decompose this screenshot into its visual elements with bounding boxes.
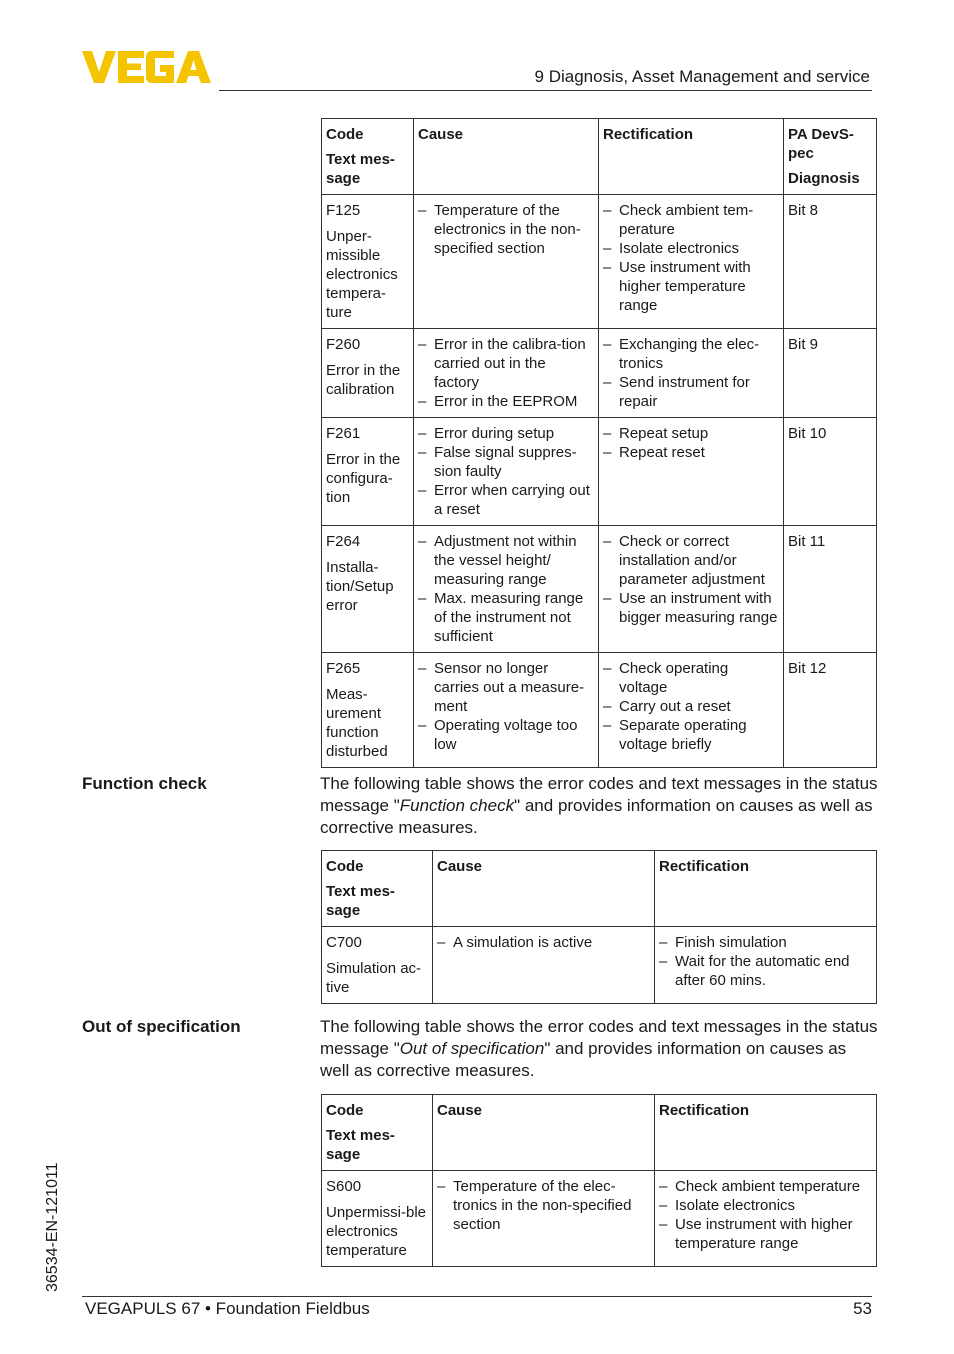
table-header-row bbox=[322, 119, 877, 195]
cause-cell bbox=[414, 418, 599, 526]
header-code: Code bbox=[326, 858, 364, 875]
table-row bbox=[322, 653, 877, 768]
rectification-cell bbox=[599, 526, 784, 653]
rectification-cell bbox=[599, 195, 784, 329]
diagnosis-cell: Bit 10 bbox=[784, 418, 877, 526]
cause-item: – Error in the calibra-tion carried out in the factory bbox=[418, 335, 594, 392]
code-cell bbox=[322, 1171, 433, 1267]
out-of-spec-intro-before: The following table shows the error codes and text messages in the status message " bbox=[320, 1017, 878, 1058]
cause-item: – Error when carrying out a reset bbox=[418, 481, 594, 519]
table-header-row bbox=[322, 1095, 877, 1171]
table-row bbox=[322, 1171, 877, 1267]
function-check-table bbox=[321, 850, 877, 1004]
header-text-message: Text mes-sage bbox=[326, 1127, 395, 1163]
text-message: Meas-urement function disturbed bbox=[326, 686, 388, 760]
rectification-item: – Repeat reset bbox=[603, 443, 779, 462]
diagnosis-cell: Bit 8 bbox=[784, 195, 877, 329]
header-rectification: Rectification bbox=[599, 119, 784, 195]
error-code: S600 bbox=[326, 1178, 362, 1195]
header-text-message: Text mes-sage bbox=[326, 883, 395, 919]
rectification-item: – Wait for the automatic end after 60 mins. bbox=[659, 952, 872, 990]
table-row bbox=[322, 195, 877, 329]
failure-table bbox=[321, 118, 877, 768]
table-row bbox=[322, 329, 877, 418]
table-row bbox=[322, 418, 877, 526]
error-code: F260 bbox=[326, 336, 361, 353]
error-code: C700 bbox=[326, 934, 362, 951]
rectification-item: – Check ambient tem-perature bbox=[603, 201, 779, 239]
function-check-label: Function check bbox=[82, 774, 207, 793]
text-message: Simulation ac-tive bbox=[326, 960, 422, 996]
rectification-cell bbox=[599, 329, 784, 418]
error-code: F264 bbox=[326, 533, 361, 550]
diagnosis-cell: Bit 9 bbox=[784, 329, 877, 418]
cause-item: – Error in the EEPROM bbox=[418, 392, 594, 411]
header-code: Code bbox=[326, 126, 364, 143]
rectification-cell bbox=[655, 927, 877, 1004]
code-cell bbox=[322, 329, 414, 418]
text-message: Error in the calibration bbox=[326, 362, 401, 398]
code-cell bbox=[322, 526, 414, 653]
rectification-cell bbox=[599, 653, 784, 768]
error-code: F261 bbox=[326, 425, 361, 442]
out-of-spec-intro-after: " and provides information on causes as well as corrective measures. bbox=[320, 1039, 847, 1080]
function-check-intro-em: Function check bbox=[399, 796, 515, 815]
rectification-item: – Isolate electronics bbox=[603, 239, 779, 258]
rectification-item: – Use an instrument with bigger measuring range bbox=[603, 589, 779, 627]
header-text-message: Text mes-sage bbox=[326, 151, 395, 187]
header-cause: Cause bbox=[414, 119, 599, 195]
cause-item: – Max. measuring range of the instrument not sufficient bbox=[418, 589, 594, 646]
table-row bbox=[322, 927, 877, 1004]
cause-cell bbox=[414, 526, 599, 653]
rectification-item: – Finish simulation bbox=[659, 933, 872, 952]
table-header-row bbox=[322, 851, 877, 927]
function-check-intro bbox=[320, 773, 880, 839]
text-message: Installa-tion/Setup error bbox=[326, 559, 394, 614]
rectification-item: – Separate operating voltage briefly bbox=[603, 716, 779, 754]
cause-item: – Adjustment not within the vessel height/ measuring range bbox=[418, 532, 594, 589]
rectification-item: – Send instrument for repair bbox=[603, 373, 779, 411]
cause-item: – Temperature of the electronics in the non-specified section bbox=[418, 201, 594, 258]
header-cause: Cause bbox=[433, 851, 655, 927]
section-title: 9 Diagnosis, Asset Management and service bbox=[534, 67, 870, 86]
rectification-item: – Check operating voltage bbox=[603, 659, 779, 697]
vega-logo-mark bbox=[82, 50, 212, 84]
cause-item: – Error during setup bbox=[418, 424, 594, 443]
vega-logo bbox=[82, 50, 212, 84]
rectification-cell bbox=[655, 1171, 877, 1267]
page-number: 53 bbox=[853, 1299, 872, 1318]
footer-product: VEGAPULS 67 • Foundation Fieldbus bbox=[85, 1299, 370, 1318]
cause-cell bbox=[414, 195, 599, 329]
rectification-item: – Repeat setup bbox=[603, 424, 779, 443]
table-row bbox=[322, 526, 877, 653]
rectification-cell bbox=[599, 418, 784, 526]
header-rectification: Rectification bbox=[655, 1095, 877, 1171]
code-cell bbox=[322, 418, 414, 526]
out-of-spec-label: Out of specification bbox=[82, 1017, 241, 1036]
rectification-item: – Use instrument with higher temperature range bbox=[659, 1215, 872, 1253]
text-message: Unper-missible electronics tempera-ture bbox=[326, 228, 398, 321]
out-of-spec-intro-em: Out of specification bbox=[399, 1039, 545, 1058]
error-code: F125 bbox=[326, 202, 361, 219]
header-rectification: Rectification bbox=[655, 851, 877, 927]
diagnosis-cell: Bit 11 bbox=[784, 526, 877, 653]
header-code-cell bbox=[322, 851, 433, 927]
cause-cell bbox=[433, 927, 655, 1004]
header-code: Code bbox=[326, 1102, 364, 1119]
text-message: Error in the configura-tion bbox=[326, 451, 401, 506]
rectification-item: – Exchanging the elec-tronics bbox=[603, 335, 779, 373]
function-check-intro-before: The following table shows the error codes and text messages in the status message " bbox=[320, 774, 878, 815]
cause-cell bbox=[414, 329, 599, 418]
rectification-item: – Check ambient temperature bbox=[659, 1177, 872, 1196]
header-code-cell bbox=[322, 119, 414, 195]
text-message: Unpermissi-ble electronics temperature bbox=[326, 1204, 427, 1259]
footer-rule bbox=[82, 1296, 872, 1297]
cause-item: – Operating voltage too low bbox=[418, 716, 594, 754]
out-of-spec-table bbox=[321, 1094, 877, 1267]
cause-cell bbox=[414, 653, 599, 768]
header-cause: Cause bbox=[433, 1095, 655, 1171]
diagnosis-cell: Bit 12 bbox=[784, 653, 877, 768]
header-pa-devspec: PA DevS-pec bbox=[788, 126, 854, 162]
rectification-item: – Check or correct installation and/or parameter adjustment bbox=[603, 532, 779, 589]
cause-item: – Temperature of the elec-tronics in the non-specified section bbox=[437, 1177, 650, 1234]
document-number: 36534-EN-121011 bbox=[44, 1162, 61, 1292]
code-cell bbox=[322, 653, 414, 768]
cause-item: – False signal suppres-sion faulty bbox=[418, 443, 594, 481]
header-rule bbox=[219, 90, 872, 91]
cause-cell bbox=[433, 1171, 655, 1267]
header-code-cell bbox=[322, 1095, 433, 1171]
function-check-intro-after: " and provides information on causes as well as corrective measures. bbox=[320, 796, 873, 837]
code-cell bbox=[322, 927, 433, 1004]
cause-item: – A simulation is active bbox=[437, 933, 650, 952]
rectification-item: – Isolate electronics bbox=[659, 1196, 872, 1215]
header-diagnosis: Diagnosis bbox=[788, 170, 860, 187]
cause-item: – Sensor no longer carries out a measure-ment bbox=[418, 659, 594, 716]
rectification-item: – Use instrument with higher temperature range bbox=[603, 258, 779, 315]
header-diagnosis-cell bbox=[784, 119, 877, 195]
code-cell bbox=[322, 195, 414, 329]
error-code: F265 bbox=[326, 660, 361, 677]
rectification-item: – Carry out a reset bbox=[603, 697, 779, 716]
out-of-spec-intro bbox=[320, 1016, 880, 1082]
